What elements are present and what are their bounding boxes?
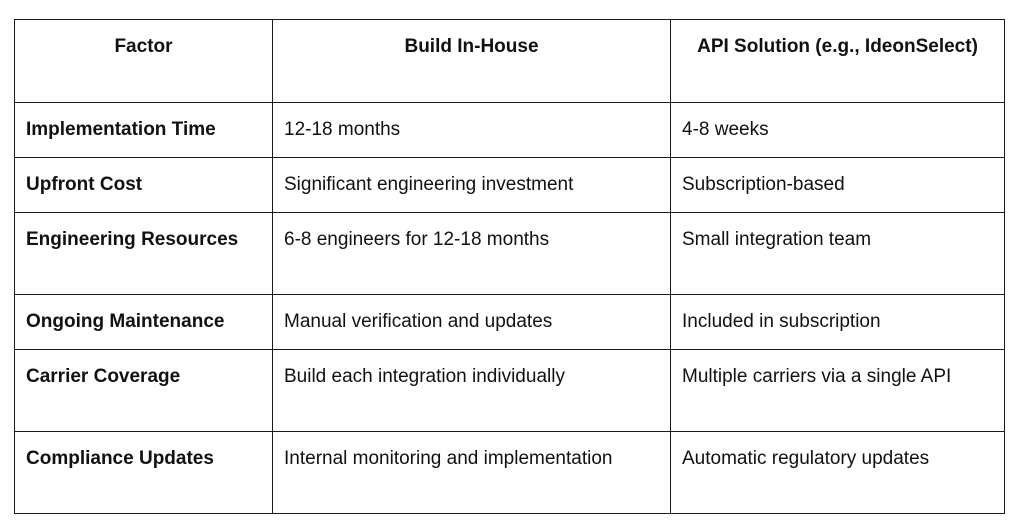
factor-cell: Upfront Cost xyxy=(15,158,273,213)
table-row xyxy=(15,158,1005,213)
table-row xyxy=(15,213,1005,295)
header-build-in-house: Build In-House xyxy=(273,20,671,103)
api-cell: Automatic regulatory updates xyxy=(671,432,1005,514)
factor-cell: Engineering Resources xyxy=(15,213,273,295)
table-header xyxy=(15,20,1005,103)
api-cell: Subscription-based xyxy=(671,158,1005,213)
api-cell: Multiple carriers via a single API xyxy=(671,350,1005,432)
header-api-solution: API Solution (e.g., IdeonSelect) xyxy=(671,20,1005,103)
table-row xyxy=(15,432,1005,514)
factor-cell: Carrier Coverage xyxy=(15,350,273,432)
build-cell: 6-8 engineers for 12-18 months xyxy=(273,213,671,295)
table-row xyxy=(15,295,1005,350)
table-body xyxy=(15,103,1005,514)
build-cell: Internal monitoring and implementation xyxy=(273,432,671,514)
factor-cell: Ongoing Maintenance xyxy=(15,295,273,350)
table-row xyxy=(15,103,1005,158)
factor-cell: Implementation Time xyxy=(15,103,273,158)
build-cell: 12-18 months xyxy=(273,103,671,158)
build-cell: Build each integration individually xyxy=(273,350,671,432)
api-cell: 4-8 weeks xyxy=(671,103,1005,158)
header-row xyxy=(15,20,1005,103)
header-factor: Factor xyxy=(15,20,273,103)
comparison-table xyxy=(14,19,1005,514)
api-cell: Small integration team xyxy=(671,213,1005,295)
api-cell: Included in subscription xyxy=(671,295,1005,350)
build-cell: Significant engineering investment xyxy=(273,158,671,213)
build-cell: Manual verification and updates xyxy=(273,295,671,350)
factor-cell: Compliance Updates xyxy=(15,432,273,514)
table-row xyxy=(15,350,1005,432)
